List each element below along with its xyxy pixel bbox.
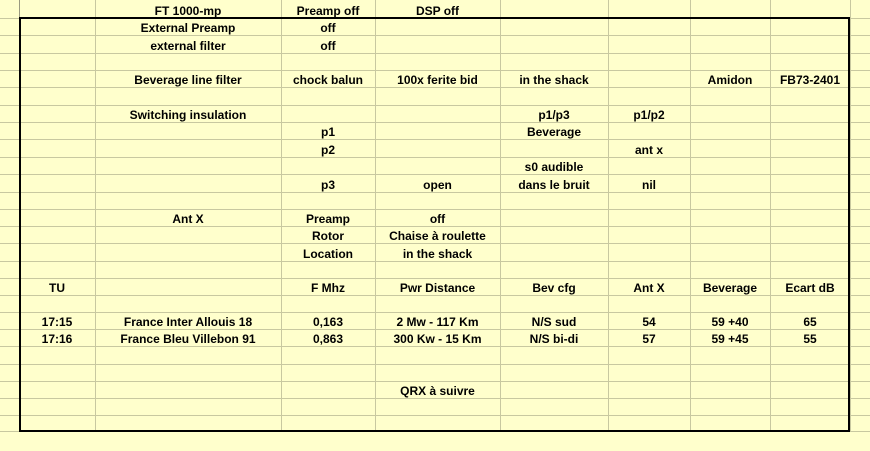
spreadsheet-cell[interactable] bbox=[0, 346, 19, 364]
spreadsheet-cell[interactable]: TU bbox=[19, 278, 95, 295]
spreadsheet-cell[interactable]: s0 audible bbox=[500, 157, 608, 174]
spreadsheet-cell[interactable] bbox=[850, 261, 870, 278]
spreadsheet-cell[interactable] bbox=[19, 139, 95, 157]
spreadsheet-cell[interactable] bbox=[19, 122, 95, 139]
spreadsheet-cell[interactable] bbox=[850, 192, 870, 209]
spreadsheet-cell[interactable]: Preamp off bbox=[281, 0, 375, 18]
spreadsheet-cell[interactable] bbox=[0, 243, 19, 261]
spreadsheet-cell[interactable] bbox=[500, 243, 608, 261]
spreadsheet-cell[interactable] bbox=[19, 381, 95, 398]
spreadsheet-cell[interactable]: 57 bbox=[608, 329, 690, 346]
spreadsheet-cell[interactable] bbox=[608, 87, 690, 105]
spreadsheet-cell[interactable]: 59 +45 bbox=[690, 329, 770, 346]
spreadsheet-cell[interactable] bbox=[0, 261, 19, 278]
spreadsheet-cell[interactable] bbox=[19, 0, 95, 18]
spreadsheet-cell[interactable] bbox=[19, 398, 95, 415]
spreadsheet-cell[interactable] bbox=[608, 192, 690, 209]
spreadsheet-cell[interactable] bbox=[95, 226, 281, 243]
spreadsheet-cell[interactable] bbox=[608, 209, 690, 226]
spreadsheet-cell[interactable] bbox=[850, 381, 870, 398]
spreadsheet-cell[interactable]: p1/p3 bbox=[500, 105, 608, 122]
spreadsheet-cell[interactable] bbox=[850, 415, 870, 431]
spreadsheet-cell[interactable] bbox=[500, 398, 608, 415]
spreadsheet-cell[interactable] bbox=[770, 18, 850, 35]
spreadsheet-cell[interactable] bbox=[281, 261, 375, 278]
spreadsheet-cell[interactable] bbox=[500, 87, 608, 105]
spreadsheet-cell[interactable] bbox=[375, 105, 500, 122]
table-row bbox=[0, 192, 870, 209]
spreadsheet-cell[interactable] bbox=[19, 261, 95, 278]
spreadsheet-cell[interactable] bbox=[281, 157, 375, 174]
spreadsheet-cell[interactable]: off bbox=[375, 209, 500, 226]
spreadsheet-cell[interactable] bbox=[770, 261, 850, 278]
spreadsheet-cell[interactable]: 300 Kw - 15 Km bbox=[375, 329, 500, 346]
table-row bbox=[0, 381, 870, 398]
spreadsheet-cell[interactable] bbox=[690, 105, 770, 122]
spreadsheet-cell[interactable] bbox=[95, 278, 281, 295]
spreadsheet-cell[interactable] bbox=[0, 70, 19, 87]
spreadsheet-cell[interactable]: 54 bbox=[608, 312, 690, 329]
spreadsheet-cell[interactable] bbox=[690, 381, 770, 398]
spreadsheet-cell[interactable] bbox=[500, 0, 608, 18]
spreadsheet-cell[interactable] bbox=[375, 157, 500, 174]
spreadsheet-cell[interactable]: France Bleu Villebon 91 bbox=[95, 329, 281, 346]
spreadsheet-cell[interactable] bbox=[0, 209, 19, 226]
spreadsheet-cell[interactable]: FB73-2401 bbox=[770, 70, 850, 87]
spreadsheet-cell[interactable] bbox=[95, 192, 281, 209]
spreadsheet-cell[interactable] bbox=[95, 174, 281, 192]
spreadsheet-cell[interactable] bbox=[608, 398, 690, 415]
table-row bbox=[0, 87, 870, 105]
spreadsheet-cell[interactable] bbox=[608, 346, 690, 364]
spreadsheet-cell[interactable]: N/S sud bbox=[500, 312, 608, 329]
spreadsheet-cell[interactable] bbox=[281, 346, 375, 364]
spreadsheet-cell[interactable] bbox=[500, 381, 608, 398]
spreadsheet-cell[interactable]: Location bbox=[281, 243, 375, 261]
spreadsheet-cell[interactable] bbox=[770, 295, 850, 312]
table-row bbox=[0, 53, 870, 70]
spreadsheet-cell[interactable]: 55 bbox=[770, 329, 850, 346]
spreadsheet-cell[interactable] bbox=[608, 261, 690, 278]
spreadsheet-cell[interactable] bbox=[690, 398, 770, 415]
spreadsheet-cell[interactable] bbox=[19, 346, 95, 364]
spreadsheet-cell[interactable] bbox=[0, 35, 19, 53]
spreadsheet-cell[interactable] bbox=[19, 105, 95, 122]
spreadsheet-cell[interactable]: 17:16 bbox=[19, 329, 95, 346]
table-row bbox=[0, 122, 870, 139]
spreadsheet-cell[interactable] bbox=[850, 18, 870, 35]
spreadsheet-cell[interactable] bbox=[0, 192, 19, 209]
spreadsheet-cell[interactable] bbox=[375, 261, 500, 278]
spreadsheet-cell[interactable] bbox=[690, 209, 770, 226]
spreadsheet-cell[interactable] bbox=[690, 243, 770, 261]
spreadsheet-cell[interactable] bbox=[95, 243, 281, 261]
spreadsheet-cell[interactable] bbox=[770, 157, 850, 174]
spreadsheet-cell[interactable] bbox=[690, 174, 770, 192]
spreadsheet-cell[interactable] bbox=[690, 53, 770, 70]
table-row bbox=[0, 364, 870, 381]
spreadsheet-cell[interactable] bbox=[850, 53, 870, 70]
spreadsheet-cell[interactable] bbox=[850, 105, 870, 122]
spreadsheet-cell[interactable] bbox=[608, 18, 690, 35]
spreadsheet-cell[interactable] bbox=[690, 226, 770, 243]
spreadsheet-cell[interactable] bbox=[281, 87, 375, 105]
spreadsheet-cell[interactable] bbox=[95, 53, 281, 70]
spreadsheet-cell[interactable]: Chaise à roulette bbox=[375, 226, 500, 243]
spreadsheet-cell[interactable] bbox=[770, 381, 850, 398]
spreadsheet-cell[interactable] bbox=[770, 139, 850, 157]
spreadsheet-cell[interactable] bbox=[608, 122, 690, 139]
spreadsheet-cell[interactable] bbox=[770, 105, 850, 122]
spreadsheet-cell[interactable]: in the shack bbox=[375, 243, 500, 261]
spreadsheet-cell[interactable] bbox=[608, 70, 690, 87]
spreadsheet-cell[interactable] bbox=[500, 35, 608, 53]
spreadsheet-cell[interactable]: 17:15 bbox=[19, 312, 95, 329]
spreadsheet-cell[interactable]: dans le bruit bbox=[500, 174, 608, 192]
spreadsheet-cell[interactable] bbox=[19, 18, 95, 35]
spreadsheet-cell[interactable] bbox=[690, 192, 770, 209]
spreadsheet-cell[interactable] bbox=[770, 415, 850, 431]
spreadsheet-cell[interactable] bbox=[0, 122, 19, 139]
spreadsheet-cell[interactable] bbox=[0, 0, 19, 18]
spreadsheet-cell[interactable] bbox=[500, 364, 608, 381]
table-row bbox=[0, 243, 870, 261]
spreadsheet-cell[interactable] bbox=[608, 415, 690, 431]
spreadsheet-cell[interactable] bbox=[770, 174, 850, 192]
spreadsheet-cell[interactable]: 59 +40 bbox=[690, 312, 770, 329]
spreadsheet-cell[interactable] bbox=[281, 192, 375, 209]
spreadsheet-cell[interactable] bbox=[850, 398, 870, 415]
spreadsheet-cell[interactable]: 65 bbox=[770, 312, 850, 329]
spreadsheet-cell[interactable]: 0,163 bbox=[281, 312, 375, 329]
spreadsheet-cell[interactable] bbox=[281, 53, 375, 70]
table-row bbox=[0, 157, 870, 174]
spreadsheet-cell[interactable] bbox=[500, 415, 608, 431]
spreadsheet-cell[interactable] bbox=[95, 87, 281, 105]
spreadsheet-cell[interactable] bbox=[770, 192, 850, 209]
spreadsheet-cell[interactable] bbox=[375, 122, 500, 139]
spreadsheet-cell[interactable] bbox=[770, 53, 850, 70]
spreadsheet-cell[interactable] bbox=[95, 157, 281, 174]
spreadsheet-cell[interactable]: 100x ferite bid bbox=[375, 70, 500, 87]
spreadsheet-cell[interactable]: off bbox=[281, 35, 375, 53]
spreadsheet-cell[interactable] bbox=[95, 139, 281, 157]
spreadsheet-cell[interactable] bbox=[0, 226, 19, 243]
table-row bbox=[0, 295, 870, 312]
spreadsheet-cell[interactable]: in the shack bbox=[500, 70, 608, 87]
spreadsheet-cell[interactable] bbox=[608, 226, 690, 243]
spreadsheet-cell[interactable] bbox=[608, 0, 690, 18]
spreadsheet-cell[interactable] bbox=[95, 261, 281, 278]
spreadsheet-cell[interactable] bbox=[95, 381, 281, 398]
spreadsheet-cell[interactable] bbox=[770, 0, 850, 18]
spreadsheet-cell[interactable]: p3 bbox=[281, 174, 375, 192]
spreadsheet-cell[interactable] bbox=[690, 139, 770, 157]
table-row bbox=[0, 312, 870, 329]
spreadsheet-cell[interactable] bbox=[19, 415, 95, 431]
table-row bbox=[0, 70, 870, 87]
spreadsheet-cell[interactable]: Preamp bbox=[281, 209, 375, 226]
spreadsheet-cell[interactable] bbox=[690, 415, 770, 431]
spreadsheet-cell[interactable] bbox=[375, 192, 500, 209]
spreadsheet-cell[interactable] bbox=[0, 87, 19, 105]
spreadsheet-cell[interactable]: Ant X bbox=[608, 278, 690, 295]
spreadsheet-cell[interactable] bbox=[850, 295, 870, 312]
spreadsheet-cell[interactable] bbox=[375, 346, 500, 364]
spreadsheet-cell[interactable] bbox=[690, 0, 770, 18]
spreadsheet-cell[interactable] bbox=[19, 174, 95, 192]
table-row bbox=[0, 35, 870, 53]
table-row bbox=[0, 261, 870, 278]
spreadsheet-cell[interactable] bbox=[19, 209, 95, 226]
spreadsheet-cell[interactable] bbox=[95, 415, 281, 431]
table-row bbox=[0, 0, 870, 18]
spreadsheet-cell[interactable] bbox=[19, 35, 95, 53]
spreadsheet-cell[interactable] bbox=[19, 364, 95, 381]
spreadsheet-cell[interactable]: off bbox=[281, 18, 375, 35]
spreadsheet-cell[interactable] bbox=[850, 312, 870, 329]
spreadsheet-cell[interactable] bbox=[850, 35, 870, 53]
spreadsheet-cell[interactable] bbox=[770, 35, 850, 53]
spreadsheet-cell[interactable] bbox=[0, 157, 19, 174]
spreadsheet-cell[interactable] bbox=[19, 243, 95, 261]
spreadsheet-cell[interactable] bbox=[95, 295, 281, 312]
spreadsheet-cell[interactable]: 0,863 bbox=[281, 329, 375, 346]
spreadsheet-cell[interactable] bbox=[0, 364, 19, 381]
spreadsheet-cell[interactable] bbox=[0, 398, 19, 415]
spreadsheet-cell[interactable] bbox=[375, 139, 500, 157]
spreadsheet-cell[interactable] bbox=[19, 192, 95, 209]
spreadsheet-cell[interactable]: QRX à suivre bbox=[375, 381, 500, 398]
spreadsheet-cell[interactable] bbox=[95, 346, 281, 364]
spreadsheet-cell[interactable]: DSP off bbox=[375, 0, 500, 18]
table-row bbox=[0, 346, 870, 364]
table-row bbox=[0, 278, 870, 295]
spreadsheet-cell[interactable] bbox=[500, 261, 608, 278]
spreadsheet-cell[interactable] bbox=[500, 209, 608, 226]
spreadsheet-cell[interactable] bbox=[850, 243, 870, 261]
spreadsheet-cell[interactable]: Beverage bbox=[690, 278, 770, 295]
spreadsheet-cell[interactable] bbox=[850, 278, 870, 295]
spreadsheet-cell[interactable] bbox=[850, 87, 870, 105]
spreadsheet-cell[interactable] bbox=[0, 105, 19, 122]
spreadsheet-cell[interactable] bbox=[375, 35, 500, 53]
spreadsheet-cell[interactable] bbox=[770, 209, 850, 226]
spreadsheet-cell[interactable] bbox=[850, 139, 870, 157]
spreadsheet-cell[interactable]: Ecart dB bbox=[770, 278, 850, 295]
spreadsheet-cell[interactable] bbox=[19, 87, 95, 105]
spreadsheet-cell[interactable] bbox=[19, 157, 95, 174]
spreadsheet-cell[interactable] bbox=[770, 226, 850, 243]
spreadsheet-cell[interactable] bbox=[500, 226, 608, 243]
spreadsheet-cell[interactable] bbox=[500, 295, 608, 312]
spreadsheet-cell[interactable] bbox=[0, 53, 19, 70]
spreadsheet-cell[interactable] bbox=[95, 122, 281, 139]
spreadsheet-cell[interactable]: Switching insulation bbox=[95, 105, 281, 122]
spreadsheet-cell[interactable] bbox=[850, 364, 870, 381]
spreadsheet-cell[interactable] bbox=[850, 70, 870, 87]
spreadsheet-cell[interactable] bbox=[281, 105, 375, 122]
spreadsheet-cell[interactable] bbox=[608, 295, 690, 312]
spreadsheet-cell[interactable]: chock balun bbox=[281, 70, 375, 87]
spreadsheet-cell[interactable] bbox=[608, 53, 690, 70]
table-row bbox=[0, 139, 870, 157]
spreadsheet-cell[interactable] bbox=[770, 122, 850, 139]
spreadsheet-cell[interactable] bbox=[375, 415, 500, 431]
spreadsheet-cell[interactable] bbox=[608, 35, 690, 53]
spreadsheet-cell[interactable] bbox=[690, 157, 770, 174]
spreadsheet-cell[interactable]: Pwr Distance bbox=[375, 278, 500, 295]
spreadsheet-cell[interactable] bbox=[770, 364, 850, 381]
spreadsheet-cell[interactable] bbox=[0, 18, 19, 35]
spreadsheet-cell[interactable] bbox=[0, 312, 19, 329]
spreadsheet-cell[interactable] bbox=[850, 122, 870, 139]
spreadsheet-cell[interactable] bbox=[281, 398, 375, 415]
spreadsheet-cell[interactable] bbox=[850, 174, 870, 192]
spreadsheet-cell[interactable]: Amidon bbox=[690, 70, 770, 87]
spreadsheet-cell[interactable]: FT 1000-mp bbox=[95, 0, 281, 18]
spreadsheet-cell[interactable] bbox=[375, 364, 500, 381]
table-row bbox=[0, 18, 870, 35]
spreadsheet-cell[interactable] bbox=[850, 346, 870, 364]
spreadsheet-cell[interactable] bbox=[281, 415, 375, 431]
spreadsheet-cell[interactable] bbox=[770, 346, 850, 364]
spreadsheet-cell[interactable] bbox=[19, 53, 95, 70]
spreadsheet-cell[interactable]: p1/p2 bbox=[608, 105, 690, 122]
spreadsheet-cell[interactable] bbox=[281, 295, 375, 312]
spreadsheet-cell[interactable]: External Preamp bbox=[95, 18, 281, 35]
table-row bbox=[0, 209, 870, 226]
spreadsheet-cell[interactable] bbox=[690, 261, 770, 278]
spreadsheet-cell[interactable] bbox=[375, 295, 500, 312]
table-row bbox=[0, 329, 870, 346]
spreadsheet-cell[interactable] bbox=[690, 346, 770, 364]
spreadsheet-cell[interactable] bbox=[608, 157, 690, 174]
spreadsheet-cell[interactable] bbox=[500, 192, 608, 209]
spreadsheet-cell[interactable]: p1 bbox=[281, 122, 375, 139]
spreadsheet-cell[interactable] bbox=[850, 209, 870, 226]
spreadsheet-cell[interactable]: Bev cfg bbox=[500, 278, 608, 295]
spreadsheet-cell[interactable]: F Mhz bbox=[281, 278, 375, 295]
spreadsheet-cell[interactable] bbox=[0, 295, 19, 312]
spreadsheet-cell[interactable]: external filter bbox=[95, 35, 281, 53]
spreadsheet-cell[interactable]: Rotor bbox=[281, 226, 375, 243]
spreadsheet-cell[interactable] bbox=[770, 243, 850, 261]
spreadsheet-cell[interactable] bbox=[0, 174, 19, 192]
spreadsheet-cell[interactable] bbox=[500, 18, 608, 35]
spreadsheet-cell[interactable] bbox=[770, 398, 850, 415]
spreadsheet-cell[interactable] bbox=[690, 364, 770, 381]
spreadsheet-cell[interactable] bbox=[0, 381, 19, 398]
spreadsheet-cell[interactable] bbox=[0, 329, 19, 346]
spreadsheet-cell[interactable] bbox=[375, 87, 500, 105]
spreadsheet-cell[interactable] bbox=[690, 295, 770, 312]
spreadsheet-cell[interactable] bbox=[375, 398, 500, 415]
spreadsheet-cell[interactable]: p2 bbox=[281, 139, 375, 157]
spreadsheet-cell[interactable] bbox=[608, 364, 690, 381]
spreadsheet-cell[interactable] bbox=[690, 35, 770, 53]
spreadsheet-cell[interactable] bbox=[850, 226, 870, 243]
spreadsheet-cell[interactable]: Beverage line filter bbox=[95, 70, 281, 87]
spreadsheet-cell[interactable] bbox=[0, 278, 19, 295]
spreadsheet-cell[interactable] bbox=[19, 226, 95, 243]
spreadsheet-cell[interactable] bbox=[690, 18, 770, 35]
spreadsheet-cell[interactable] bbox=[690, 87, 770, 105]
table-row bbox=[0, 415, 870, 431]
spreadsheet-cell[interactable] bbox=[0, 415, 19, 431]
spreadsheet-cell[interactable]: 2 Mw - 117 Km bbox=[375, 312, 500, 329]
spreadsheet-cell[interactable] bbox=[850, 0, 870, 18]
spreadsheet-cell[interactable] bbox=[0, 139, 19, 157]
spreadsheet-cell[interactable] bbox=[608, 243, 690, 261]
spreadsheet-cell[interactable]: ant x bbox=[608, 139, 690, 157]
spreadsheet-cell[interactable] bbox=[850, 329, 870, 346]
spreadsheet-cell[interactable] bbox=[690, 122, 770, 139]
spreadsheet-cell[interactable] bbox=[850, 157, 870, 174]
spreadsheet-cell[interactable]: Ant X bbox=[95, 209, 281, 226]
spreadsheet-cell[interactable]: N/S bi-di bbox=[500, 329, 608, 346]
spreadsheet-cell[interactable] bbox=[375, 53, 500, 70]
spreadsheet-cell[interactable] bbox=[500, 139, 608, 157]
spreadsheet-cell[interactable] bbox=[500, 346, 608, 364]
spreadsheet-cell[interactable]: France Inter Allouis 18 bbox=[95, 312, 281, 329]
spreadsheet-cell[interactable] bbox=[281, 381, 375, 398]
spreadsheet-cell[interactable] bbox=[770, 87, 850, 105]
table-row bbox=[0, 105, 870, 122]
spreadsheet-cell[interactable] bbox=[281, 364, 375, 381]
spreadsheet-cell[interactable]: nil bbox=[608, 174, 690, 192]
spreadsheet-cell[interactable] bbox=[608, 381, 690, 398]
spreadsheet-cell[interactable]: Beverage bbox=[500, 122, 608, 139]
spreadsheet-cell[interactable] bbox=[19, 295, 95, 312]
spreadsheet-cell[interactable] bbox=[95, 398, 281, 415]
spreadsheet-cell[interactable] bbox=[95, 364, 281, 381]
table-row bbox=[0, 174, 870, 192]
spreadsheet-cell[interactable] bbox=[500, 53, 608, 70]
spreadsheet-cell[interactable] bbox=[19, 70, 95, 87]
table-row bbox=[0, 398, 870, 415]
table-row bbox=[0, 226, 870, 243]
spreadsheet-cell[interactable]: open bbox=[375, 174, 500, 192]
spreadsheet-cell[interactable] bbox=[375, 18, 500, 35]
